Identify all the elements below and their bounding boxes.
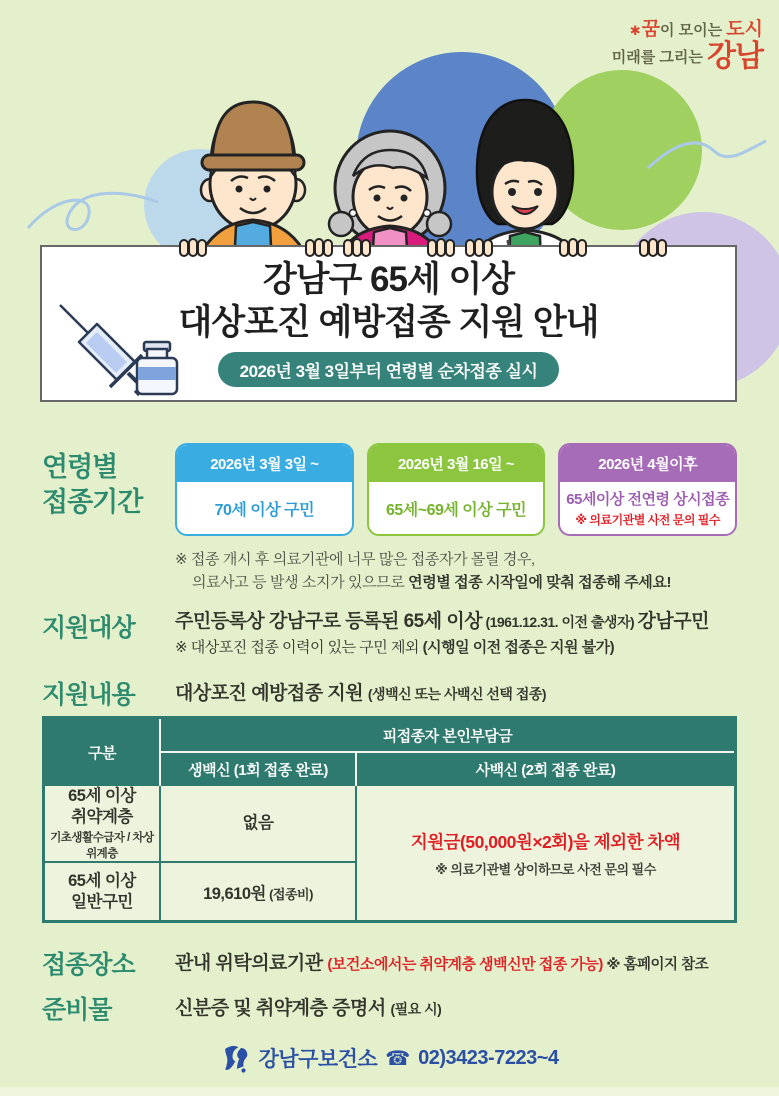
- hand: [428, 239, 454, 256]
- brand-line1: [612, 20, 763, 40]
- schedule-card-march16: [367, 443, 546, 536]
- eligibility-bold2: 강남구민: [637, 611, 709, 632]
- inactivated-note: ※ 의료기관별 상이하므로 사전 문의 필수: [435, 861, 656, 877]
- location-bold: 관내 위탁의료기관: [175, 953, 328, 974]
- division-subtext: 기초생활수급자 / 차상위계층: [50, 832, 154, 861]
- section-title-support: 지원내용: [42, 681, 135, 709]
- bottom-edge-strip: [0, 1087, 779, 1096]
- schedule-cards: [175, 443, 737, 536]
- brand-line2: [612, 41, 763, 73]
- card-period: 2026년 4월이후: [560, 445, 735, 482]
- schedule-card-april: [558, 443, 737, 536]
- hand: [306, 239, 332, 256]
- division-line2: 취약계층: [71, 807, 133, 826]
- card-period: 2026년 3월 16일 ~: [369, 445, 544, 482]
- hand: [466, 239, 492, 256]
- schedule-badge: 2026년 3월 3일부터 연령별 순차접종 실시: [218, 352, 560, 387]
- table-cell-inactivated: [357, 786, 734, 920]
- sparkle-icon: ✱: [629, 23, 641, 38]
- eligibility-bold1: 주민등록상 강남구로 등록된 65세 이상: [175, 611, 483, 632]
- table-row-vulnerable-division: [45, 786, 161, 863]
- gangnam-logo-icon: [221, 1042, 251, 1074]
- schedule-title-line2: 접종기간: [42, 487, 143, 518]
- footer-phone-number: 02)3423-7223~4: [418, 1046, 559, 1069]
- table-header-inactivated-vaccine: 사백신 (2회 접종 완료): [357, 753, 734, 786]
- section-title-location: 접종장소: [42, 951, 135, 979]
- schedule-note-line2: [175, 571, 671, 594]
- brand-word: 이 모이는: [659, 22, 727, 39]
- gangnam-brand-logo: [612, 20, 763, 72]
- section-title-eligibility: 지원대상: [42, 614, 135, 642]
- support-content: [175, 678, 546, 705]
- title-line1: 강남구 65세 이상: [262, 260, 515, 299]
- hand: [180, 239, 206, 256]
- eligibility-content: [175, 606, 709, 657]
- table-header-live-vaccine: 생백신 (1회 접종 완료): [161, 753, 357, 786]
- brand-word: 미래를 그리는: [611, 48, 708, 66]
- location-content: [175, 948, 708, 975]
- brand-word: 꿈: [641, 19, 660, 40]
- title-line2: 대상포진 예방접종 지원 안내: [178, 302, 599, 342]
- footer: [0, 1042, 779, 1074]
- schedule-note-line1: ※ 접종 개시 후 의료기관에 너무 많은 접종자가 몰릴 경우,: [175, 551, 535, 568]
- brand-word: 도시: [726, 19, 763, 40]
- hand: [640, 239, 666, 256]
- support-paren: (생백신 또는 사백신 선택 접종): [367, 686, 547, 702]
- division-line2: 일반구민: [71, 892, 133, 911]
- support-bold: 대상포진 예방접종 지원: [175, 683, 368, 704]
- card-red-note: ※ 의료기관별 사전 문의 필수: [575, 513, 720, 527]
- card-target: 65세~69세 이상 구민: [385, 501, 527, 519]
- card-target: 65세이상 전연령 상시접종: [566, 491, 730, 508]
- schedule-title-line1: 연령별: [42, 452, 118, 482]
- table-header-division: 구분: [45, 719, 161, 786]
- hand: [560, 239, 586, 256]
- eligibility-paren: (1961.12.31. 이전 출생자): [482, 614, 638, 630]
- section-title-preparation: 준비물: [42, 996, 112, 1024]
- schedule-note: [175, 548, 671, 595]
- preparation-paren: (필요 시): [390, 1001, 442, 1017]
- table-header-copay: 피접종자 본인부담금: [161, 719, 734, 753]
- preparation-content: [175, 993, 441, 1020]
- fee-table: [42, 716, 737, 923]
- table-cell-general-live: [161, 863, 357, 920]
- section-title-schedule: [42, 450, 142, 520]
- division-line1: 65세 이상: [68, 871, 136, 890]
- table-cell-vulnerable-live: [161, 786, 357, 863]
- eligibility-sub-bold: (시행일 이전 접종은 지원 불가): [422, 639, 615, 656]
- cell-value: 없음: [242, 814, 274, 833]
- division-line1: 65세 이상: [68, 786, 136, 805]
- syringe-vial-illustration: [48, 288, 188, 398]
- vial-icon: [137, 342, 177, 394]
- note-bold: 연령별 접종 시작일에 맞춰 접종해 주세요!: [408, 574, 672, 592]
- table-row-general-division: [45, 863, 161, 920]
- hand: [344, 239, 370, 256]
- schedule-card-march3: [175, 443, 354, 536]
- eligibility-sub-normal: ※ 대상포진 접종 이력이 있는 구민 제외: [175, 639, 423, 656]
- inactivated-main: 지원금(50,000원×2회)을 제외한 차액: [410, 831, 681, 852]
- eligibility-sub: [175, 636, 709, 657]
- card-period: 2026년 3월 3일 ~: [177, 445, 352, 482]
- phone-icon: ☎: [385, 1047, 411, 1070]
- location-red-note: (보건소에서는 취약계층 생백신만 접종 가능): [327, 956, 603, 973]
- location-suffix: ※ 홈페이지 참조: [602, 957, 709, 973]
- brand-gangnam: 강남: [707, 39, 763, 73]
- eligibility-main: [175, 606, 709, 633]
- preparation-bold: 신분증 및 취약계층 증명서: [175, 998, 391, 1019]
- note-normal: 의료사고 등 발생 소지가 있으므로: [192, 574, 409, 592]
- card-target: 70세 이상 구민: [214, 501, 315, 519]
- cell-amount-note: (접종비): [265, 886, 313, 902]
- footer-org-name: 강남구보건소: [258, 1048, 378, 1071]
- cell-amount: 19,610원: [203, 884, 266, 903]
